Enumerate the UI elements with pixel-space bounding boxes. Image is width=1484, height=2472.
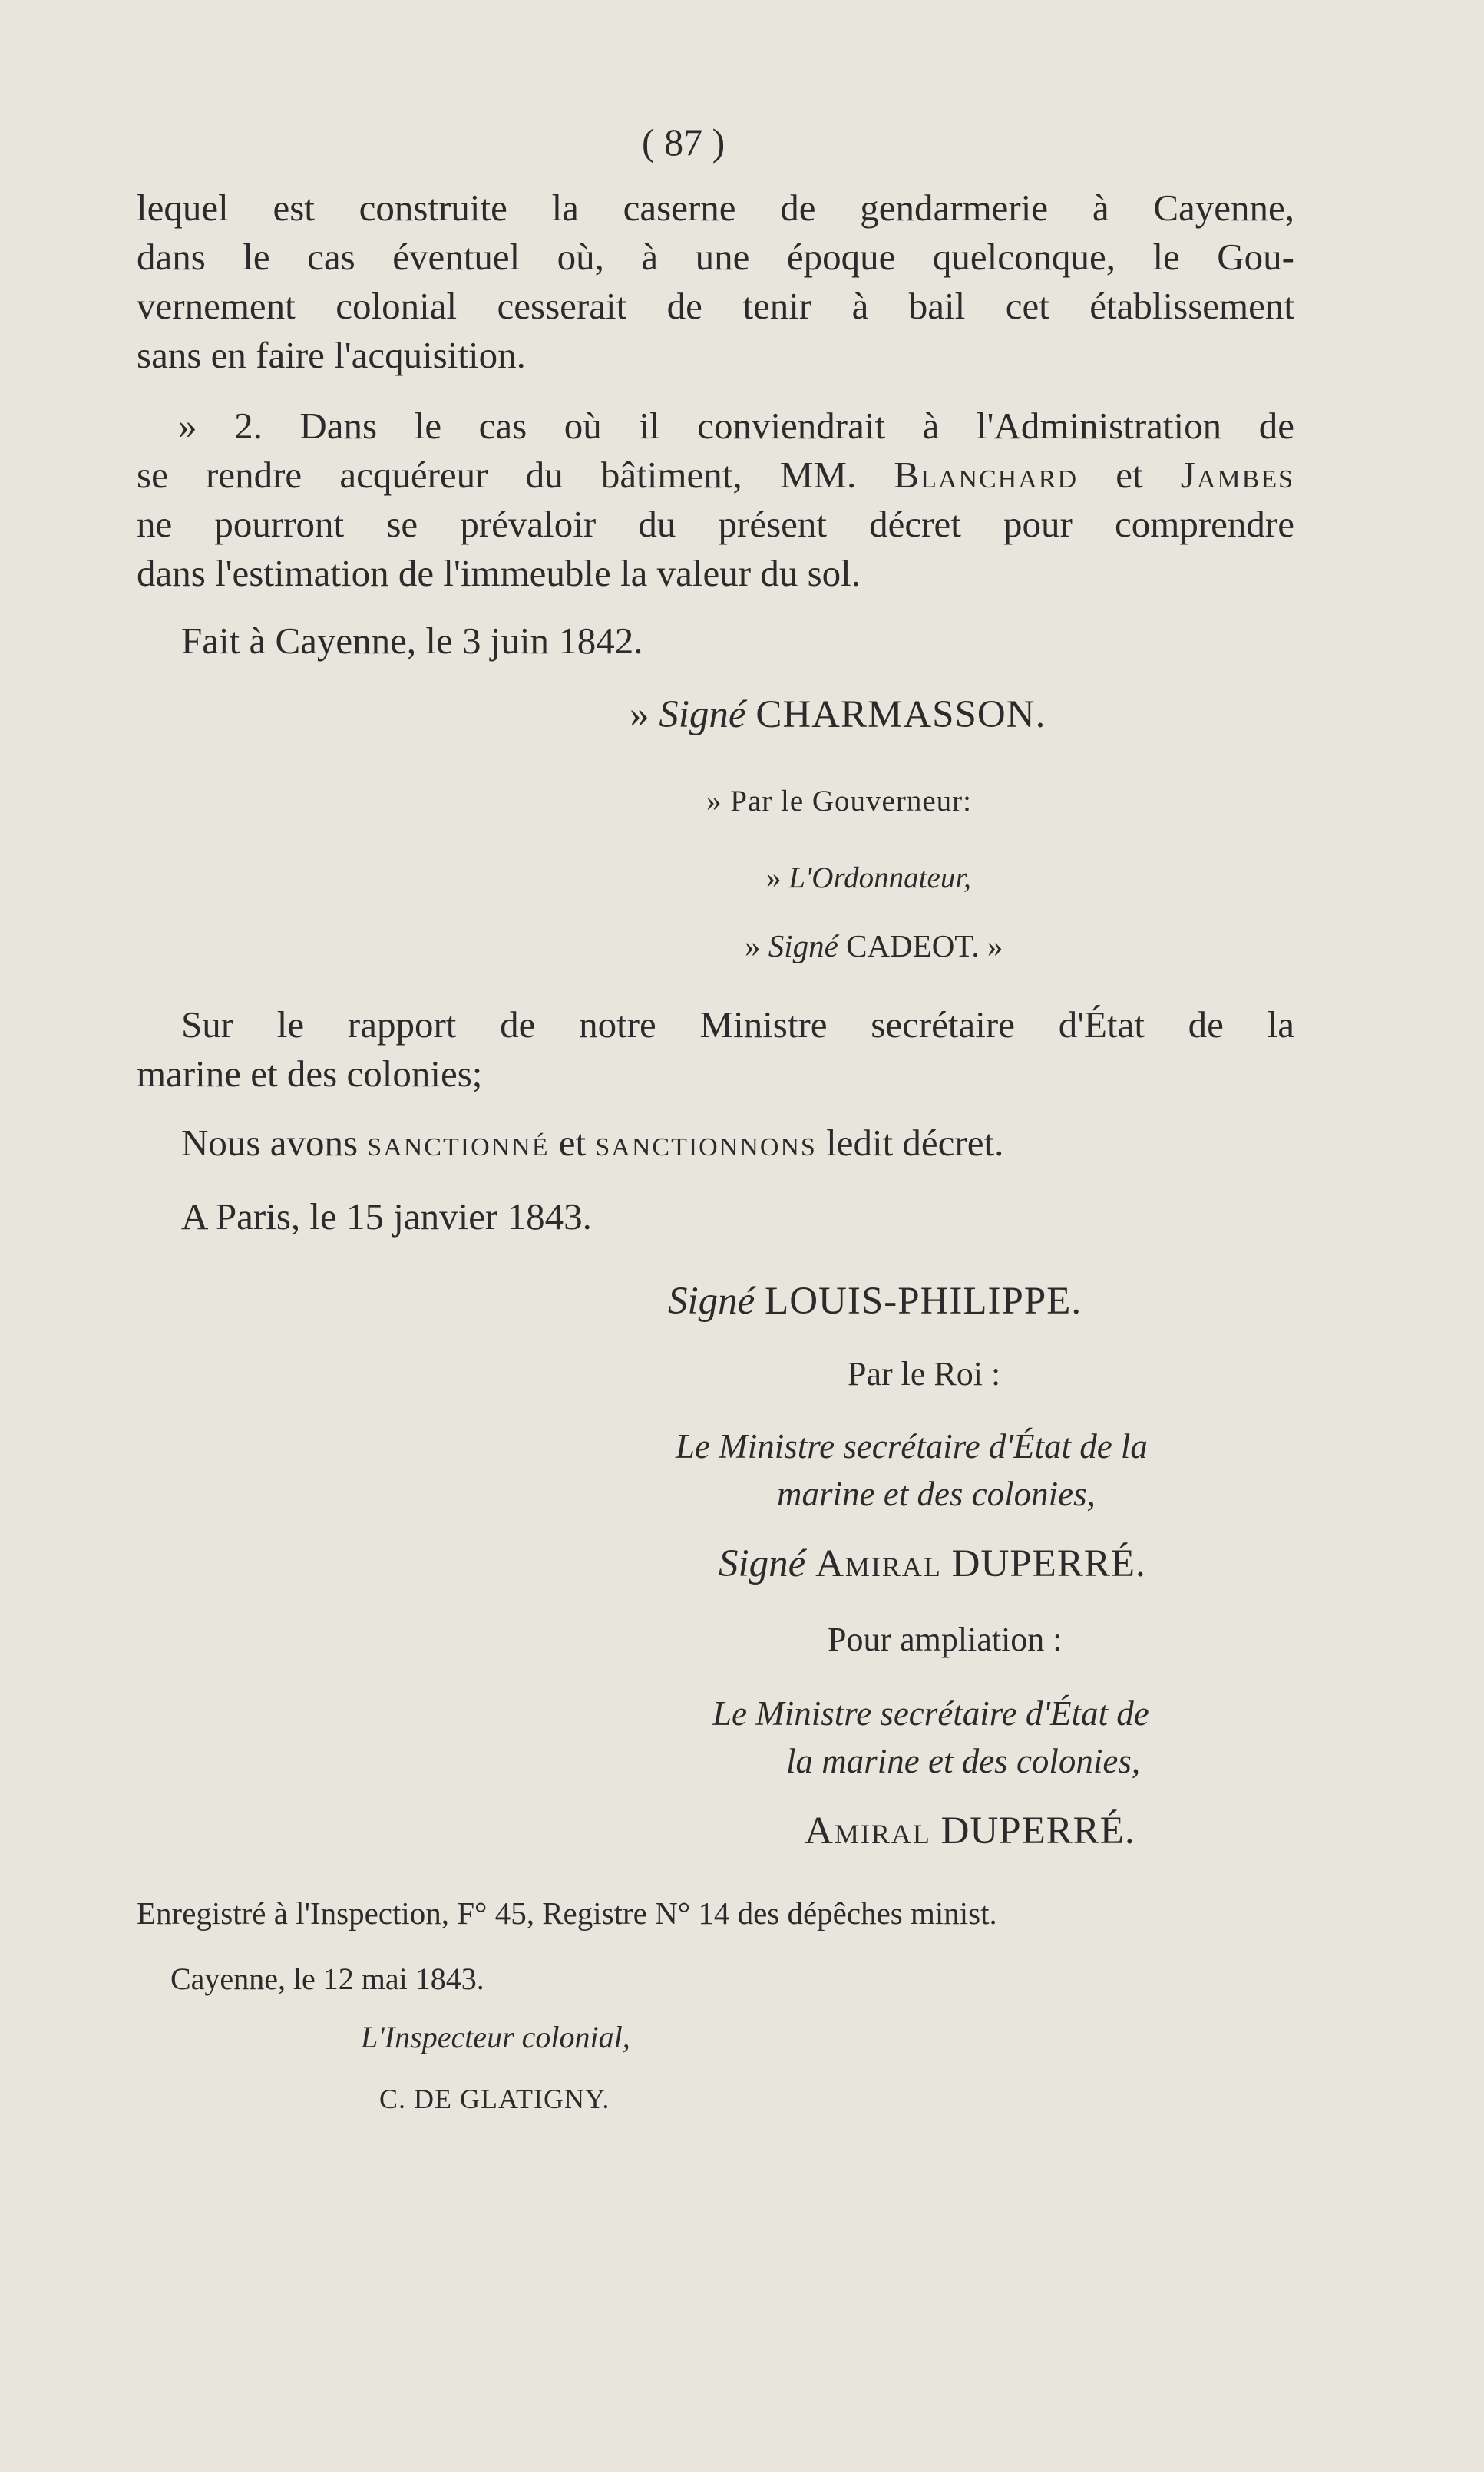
name-jambes: Jambes xyxy=(1180,454,1294,496)
quote-mark: » xyxy=(766,861,789,894)
sanction-mid: et xyxy=(549,1122,596,1164)
paragraph2-line4: dans l'estimation de l'immeuble la valeur du sol. xyxy=(137,552,861,594)
quote-mark: » xyxy=(745,928,768,963)
sanction-word1: sanctionné xyxy=(367,1122,550,1164)
signe-label: Signé xyxy=(719,1542,806,1585)
ordonnateur-title xyxy=(766,863,971,893)
amiral-duperre xyxy=(805,1809,1135,1852)
sanction-word2: sanctionnons xyxy=(595,1122,817,1164)
signer-name: CADEOT. » xyxy=(846,928,1003,963)
quote-mark: » xyxy=(630,693,659,736)
fait-a-cayenne: Fait à Cayenne, le 3 juin 1842. xyxy=(181,620,643,662)
paragraph1-line3: vernement colonial cesserait de tenir à bail cet établissement xyxy=(137,285,1294,327)
signer-name: CHARMASSON. xyxy=(755,693,1046,736)
par-le-gouverneur: » Par le Gouverneur: xyxy=(706,785,972,818)
ministre1-line1: Le Ministre secrétaire d'État de la xyxy=(676,1427,1148,1466)
signature-amiral-duperre xyxy=(719,1542,1146,1585)
ministre2-line2: la marine et des colonies, xyxy=(786,1742,1141,1780)
ministre2-line1: Le Ministre secrétaire d'État de xyxy=(712,1694,1149,1733)
paragraph2-line2 xyxy=(137,456,1294,494)
enregistre-line: Enregistré à l'Inspection, F° 45, Registre N° 14 des dépêches minist. xyxy=(137,1895,997,1931)
signer-name: DUPERRÉ. xyxy=(940,1809,1135,1852)
par-le-roi: Par le Roi : xyxy=(848,1355,1001,1393)
pour-ampliation: Pour ampliation : xyxy=(828,1621,1063,1658)
ministre1-line2: marine et des colonies, xyxy=(777,1475,1096,1513)
paragraph1-line2: dans le cas éventuel où, à une époque quelconque, le Gou- xyxy=(137,236,1294,278)
signe-label: Signé xyxy=(659,693,746,736)
name-blanchard: Blanchard xyxy=(894,454,1078,496)
sanction-line xyxy=(181,1124,1003,1162)
signe-label: Signé xyxy=(768,928,838,963)
inspecteur-title: L'Inspecteur colonial, xyxy=(361,2020,630,2054)
rank-amiral: Amiral xyxy=(805,1809,931,1852)
paragraph1-line1: lequel est construite la caserne de gendarmerie à Cayenne, xyxy=(137,187,1294,229)
signe-label: Signé xyxy=(668,1280,755,1323)
sur-le-rapport-line2: marine et des colonies; xyxy=(137,1053,483,1095)
paragraph1-line4: sans en faire l'acquisition. xyxy=(137,334,526,376)
cayenne-date: Cayenne, le 12 mai 1843. xyxy=(170,1961,484,1996)
paragraph2-line2-text: se rendre acquéreur du bâtiment, MM. xyxy=(137,454,894,496)
signer-name: LOUIS-PHILIPPE. xyxy=(765,1280,1082,1323)
paragraph2-line1: » 2. Dans le cas où il conviendrait à l'Administration de xyxy=(178,405,1294,447)
sanction-after: ledit décret. xyxy=(816,1122,1004,1164)
bleed-through-decoration xyxy=(630,814,638,853)
signature-louis-philippe xyxy=(668,1282,1082,1321)
sur-le-rapport-line1: Sur le rapport de notre Ministre secrétaire d'État de la xyxy=(181,1003,1294,1046)
rank-amiral: Amiral xyxy=(815,1542,942,1585)
ordonnateur-label: L'Ordonnateur, xyxy=(788,861,971,894)
inspecteur-name: C. DE GLATIGNY. xyxy=(379,2084,610,2114)
a-paris: A Paris, le 15 janvier 1843. xyxy=(181,1195,592,1238)
signer-name: DUPERRÉ. xyxy=(951,1542,1146,1585)
paragraph2-line2-and: et xyxy=(1078,454,1181,496)
signature-charmasson xyxy=(630,693,1046,736)
paragraph2-line3: ne pourront se prévaloir du présent décret pour comprendre xyxy=(137,503,1294,545)
signature-cadeot xyxy=(745,930,1003,962)
page-number: ( 87 ) xyxy=(642,121,725,164)
sanction-before: Nous avons xyxy=(181,1122,368,1164)
